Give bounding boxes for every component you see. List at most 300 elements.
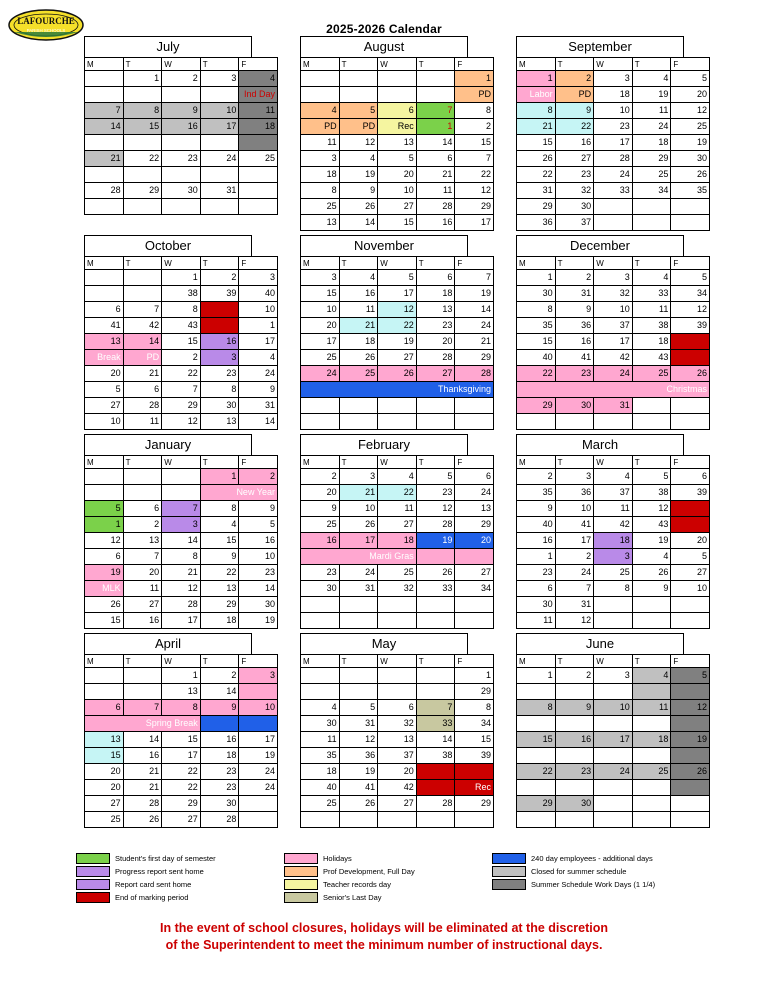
day-cell: [200, 167, 239, 183]
day-cell: [378, 668, 417, 684]
week-row: [517, 151, 710, 167]
day-cell: 39: [455, 748, 494, 764]
dow-cell: F: [455, 456, 494, 469]
event-label-cell: PD: [455, 87, 494, 103]
week-row: [517, 398, 710, 414]
day-cell: 44: [671, 350, 710, 366]
week-row: [85, 398, 278, 414]
day-cell: 31: [239, 398, 278, 414]
day-cell: [162, 485, 201, 501]
week-row: [85, 517, 278, 533]
day-cell: 23: [517, 565, 556, 581]
month-name: August: [300, 36, 468, 57]
day-cell: 12: [671, 103, 710, 119]
legend-swatch: [284, 853, 318, 864]
day-cell: [339, 684, 378, 700]
week-row: [301, 183, 494, 199]
day-cell: 10: [594, 302, 633, 318]
week-row: [85, 812, 278, 828]
day-cell: [162, 135, 201, 151]
month-table: [516, 455, 710, 629]
week-row: [85, 716, 278, 732]
week-row: [301, 199, 494, 215]
day-cell: 29: [455, 350, 494, 366]
day-cell: 2: [200, 668, 239, 684]
day-cell: 36: [555, 485, 594, 501]
day-cell: 25: [339, 366, 378, 382]
day-cell: 22: [555, 119, 594, 135]
day-cell: 32: [378, 716, 417, 732]
week-row: [301, 215, 494, 231]
day-cell: 10: [555, 501, 594, 517]
day-cell: 3: [200, 350, 239, 366]
day-cell: 24: [239, 764, 278, 780]
day-cell: 16: [301, 533, 340, 549]
day-cell: [671, 812, 710, 828]
day-cell: 14: [416, 732, 455, 748]
legend-item: [492, 865, 692, 878]
day-cell: [123, 199, 162, 215]
day-cell: 24: [594, 167, 633, 183]
day-cell: 9: [200, 700, 239, 716]
day-cell: 25: [301, 350, 340, 366]
day-cell: [123, 270, 162, 286]
day-cell: 28: [123, 796, 162, 812]
day-cell: [123, 485, 162, 501]
day-cell: 25: [632, 764, 671, 780]
day-cell: 3: [200, 71, 239, 87]
legend-label: Summer Schedule Work Days (1 1/4): [531, 880, 656, 889]
week-row: [301, 716, 494, 732]
day-cell: 8: [162, 700, 201, 716]
day-cell: 33: [416, 716, 455, 732]
day-cell: 16: [200, 732, 239, 748]
day-cell: [671, 398, 710, 414]
day-cell: 19: [671, 334, 710, 350]
day-cell: 4: [339, 151, 378, 167]
week-row: [85, 764, 278, 780]
day-cell: [162, 199, 201, 215]
day-cell: 22: [200, 565, 239, 581]
day-cell: [162, 469, 201, 485]
day-cell: 29: [200, 597, 239, 613]
dow-cell: M: [85, 456, 124, 469]
day-cell: 39: [671, 318, 710, 334]
legend-label: Report card sent home: [115, 880, 192, 889]
day-cell: 26: [123, 812, 162, 828]
day-cell: 23: [594, 119, 633, 135]
week-row: [517, 270, 710, 286]
day-cell: 26: [671, 366, 710, 382]
week-row: [301, 398, 494, 414]
day-cell: 11: [416, 183, 455, 199]
day-cell: 31: [555, 286, 594, 302]
week-row: [301, 350, 494, 366]
day-cell: 36: [555, 318, 594, 334]
event-label-cell: Rec: [455, 780, 494, 796]
day-cell: 18: [378, 533, 417, 549]
day-cell: 4: [632, 549, 671, 565]
day-cell: 26: [671, 167, 710, 183]
day-cell: 38: [162, 286, 201, 302]
month-name: March: [516, 434, 684, 455]
dow-cell: W: [594, 257, 633, 270]
week-row: [517, 732, 710, 748]
day-cell: 16: [123, 613, 162, 629]
dow-cell: W: [378, 456, 417, 469]
week-row: [85, 796, 278, 812]
dow-cell: T: [632, 456, 671, 469]
dow-cell: W: [378, 257, 417, 270]
day-cell: 6: [85, 549, 124, 565]
day-cell: 40: [517, 517, 556, 533]
dow-cell: W: [594, 456, 633, 469]
day-cell: [455, 398, 494, 414]
dow-cell: F: [239, 58, 278, 71]
day-cell: 5: [671, 71, 710, 87]
day-cell: 16: [517, 533, 556, 549]
day-cell: 24: [200, 151, 239, 167]
day-cell: 19: [378, 334, 417, 350]
day-cell: 11: [123, 414, 162, 430]
day-cell: 39: [200, 286, 239, 302]
day-cell: 16: [555, 135, 594, 151]
day-cell: [239, 796, 278, 812]
day-cell: 22: [517, 366, 556, 382]
dow-cell: M: [517, 655, 556, 668]
day-cell: 5: [85, 501, 124, 517]
day-cell: 20: [123, 565, 162, 581]
day-cell: 27: [416, 366, 455, 382]
day-cell: 35: [517, 318, 556, 334]
day-cell: [378, 398, 417, 414]
day-cell: 23: [416, 485, 455, 501]
week-row: [85, 151, 278, 167]
day-cell: [239, 167, 278, 183]
day-cell: 13: [378, 732, 417, 748]
dow-cell: T: [416, 257, 455, 270]
week-row: [85, 597, 278, 613]
day-cell: 1: [517, 668, 556, 684]
day-cell: 9: [200, 549, 239, 565]
day-cell: 1: [517, 270, 556, 286]
day-cell: [671, 796, 710, 812]
day-cell: 29: [517, 199, 556, 215]
day-cell: [517, 812, 556, 828]
dow-cell: T: [555, 456, 594, 469]
day-cell: 17: [162, 748, 201, 764]
legend-swatch: [492, 866, 526, 877]
day-cell: [239, 716, 278, 732]
day-cell: 5: [378, 151, 417, 167]
day-cell: 8: [200, 382, 239, 398]
day-cell: 28: [416, 517, 455, 533]
day-cell: 3: [239, 270, 278, 286]
day-cell: 10: [671, 581, 710, 597]
day-cell: 27: [378, 350, 417, 366]
day-cell: 22: [162, 366, 201, 382]
day-cell: [301, 597, 340, 613]
day-cell: 10: [594, 700, 633, 716]
week-row: [85, 334, 278, 350]
day-cell: 11: [594, 501, 633, 517]
dow-cell: F: [455, 58, 494, 71]
day-cell: 8: [123, 103, 162, 119]
day-cell: 24: [555, 565, 594, 581]
day-cell: 13: [200, 581, 239, 597]
day-cell: 6: [455, 469, 494, 485]
day-cell: 19: [339, 167, 378, 183]
day-cell: 22: [123, 151, 162, 167]
day-cell: 24: [455, 318, 494, 334]
day-cell: [416, 613, 455, 629]
legend-label: 240 day employees - additional days: [531, 854, 653, 863]
day-cell: 12: [162, 581, 201, 597]
day-cell: 19: [339, 764, 378, 780]
dow-cell: F: [671, 257, 710, 270]
day-cell: [85, 71, 124, 87]
day-cell: 14: [200, 684, 239, 700]
day-cell: [378, 684, 417, 700]
day-cell: 28: [455, 366, 494, 382]
day-cell: 7: [123, 549, 162, 565]
event-label-cell: Rec: [378, 119, 417, 135]
week-row: [85, 199, 278, 215]
day-cell: 4: [239, 350, 278, 366]
day-cell: 10: [378, 183, 417, 199]
week-row: [517, 135, 710, 151]
week-row: [517, 382, 710, 398]
week-row: [301, 167, 494, 183]
legend-swatch: [76, 853, 110, 864]
day-cell: [671, 414, 710, 430]
day-cell: 34: [455, 716, 494, 732]
day-cell: 24: [594, 366, 633, 382]
week-row: [301, 270, 494, 286]
day-cell: 16: [555, 334, 594, 350]
day-cell: 1: [162, 270, 201, 286]
day-cell: 9: [239, 501, 278, 517]
week-row: [517, 597, 710, 613]
day-cell: 7: [555, 581, 594, 597]
month-name: September: [516, 36, 684, 57]
day-cell: 6: [671, 469, 710, 485]
day-cell: 24: [632, 119, 671, 135]
day-cell: 20: [671, 87, 710, 103]
day-cell: 19: [239, 613, 278, 629]
dow-cell: T: [123, 456, 162, 469]
day-cell: 26: [339, 350, 378, 366]
day-cell: [632, 812, 671, 828]
dow-cell: F: [239, 655, 278, 668]
calendar-grid: [0, 36, 768, 828]
week-row: [517, 71, 710, 87]
day-cell: 25: [301, 517, 340, 533]
dow-row: [301, 456, 494, 469]
event-label-cell: New Year: [200, 485, 277, 501]
day-cell: 12: [339, 135, 378, 151]
day-cell: 7: [455, 151, 494, 167]
day-cell: [301, 87, 340, 103]
month-name: February: [300, 434, 468, 455]
day-cell: 20: [378, 764, 417, 780]
week-row: [85, 87, 278, 103]
dow-cell: W: [378, 655, 417, 668]
day-cell: 4: [301, 103, 340, 119]
day-cell: [517, 716, 556, 732]
day-cell: 14: [455, 302, 494, 318]
day-cell: 15: [85, 613, 124, 629]
day-cell: [85, 135, 124, 151]
day-cell: [416, 414, 455, 430]
day-cell: 30: [671, 151, 710, 167]
day-cell: 37: [594, 318, 633, 334]
day-cell: 15: [378, 215, 417, 231]
day-cell: 32: [594, 286, 633, 302]
event-label-cell: Spring Break: [85, 716, 201, 732]
day-cell: 22: [455, 167, 494, 183]
day-cell: 30: [555, 199, 594, 215]
event-label-cell: PD: [123, 350, 162, 366]
day-cell: [555, 716, 594, 732]
day-cell: [339, 414, 378, 430]
day-cell: 2: [455, 119, 494, 135]
dow-cell: W: [162, 257, 201, 270]
week-row: [85, 533, 278, 549]
day-cell: 42: [123, 318, 162, 334]
week-row: [517, 183, 710, 199]
day-cell: 28: [85, 183, 124, 199]
day-cell: 18: [339, 334, 378, 350]
legend-swatch: [76, 866, 110, 877]
week-row: [301, 501, 494, 517]
dow-cell: T: [555, 58, 594, 71]
week-row: [85, 549, 278, 565]
day-cell: 3: [594, 668, 633, 684]
day-cell: 17: [301, 334, 340, 350]
dow-cell: T: [339, 655, 378, 668]
day-cell: [339, 87, 378, 103]
legend-swatch: [284, 866, 318, 877]
dow-cell: M: [517, 257, 556, 270]
week-row: [517, 334, 710, 350]
dow-cell: F: [671, 655, 710, 668]
dow-cell: T: [123, 58, 162, 71]
day-cell: [671, 780, 710, 796]
day-cell: 17: [239, 334, 278, 350]
day-cell: 35: [301, 748, 340, 764]
day-cell: [594, 199, 633, 215]
day-cell: 13: [85, 334, 124, 350]
day-cell: 34: [632, 183, 671, 199]
day-cell: 21: [123, 366, 162, 382]
footer-line-2: of the Superintendent to meet the minimum number of instructional days.: [165, 938, 603, 952]
day-cell: 15: [200, 533, 239, 549]
day-cell: 34: [455, 581, 494, 597]
day-cell: [85, 199, 124, 215]
month-table: [516, 57, 710, 231]
day-cell: [555, 812, 594, 828]
day-cell: [378, 613, 417, 629]
day-cell: 5: [239, 517, 278, 533]
day-cell: 21: [85, 151, 124, 167]
dow-row: [85, 58, 278, 71]
day-cell: 21: [455, 334, 494, 350]
day-cell: 3: [594, 270, 633, 286]
day-cell: 6: [378, 103, 417, 119]
day-cell: 8: [594, 581, 633, 597]
legend-item: [76, 878, 276, 891]
dow-row: [517, 456, 710, 469]
day-cell: 20: [85, 366, 124, 382]
month-name: January: [84, 434, 252, 455]
day-cell: 13: [301, 215, 340, 231]
event-label-cell: PD: [555, 87, 594, 103]
day-cell: 13: [162, 684, 201, 700]
legend-swatch: [284, 892, 318, 903]
day-cell: 26: [671, 764, 710, 780]
day-cell: 10: [594, 103, 633, 119]
day-cell: 25: [301, 199, 340, 215]
day-cell: [594, 684, 633, 700]
month-block: [84, 36, 275, 231]
day-cell: 15: [455, 135, 494, 151]
day-cell: [517, 414, 556, 430]
dow-row: [517, 58, 710, 71]
month-name: June: [516, 633, 684, 654]
dow-cell: T: [339, 456, 378, 469]
day-cell: 5: [671, 549, 710, 565]
day-cell: 41: [555, 517, 594, 533]
dow-cell: M: [85, 257, 124, 270]
week-row: [301, 732, 494, 748]
day-cell: 37: [594, 485, 633, 501]
dow-cell: T: [200, 456, 239, 469]
day-cell: [416, 71, 455, 87]
day-cell: 5: [632, 469, 671, 485]
day-cell: 5: [378, 270, 417, 286]
day-cell: 1: [517, 71, 556, 87]
day-cell: 2: [555, 668, 594, 684]
week-row: [301, 302, 494, 318]
day-cell: 14: [239, 414, 278, 430]
day-cell: 26: [416, 565, 455, 581]
day-cell: [555, 780, 594, 796]
day-cell: [85, 485, 124, 501]
day-cell: 41: [339, 780, 378, 796]
dow-cell: T: [123, 257, 162, 270]
day-cell: [416, 87, 455, 103]
dow-cell: W: [594, 58, 633, 71]
dow-cell: M: [301, 58, 340, 71]
week-row: [301, 135, 494, 151]
day-cell: 1: [455, 71, 494, 87]
day-cell: 43: [162, 318, 201, 334]
month-block: [300, 36, 491, 231]
day-cell: 33: [594, 183, 633, 199]
day-cell: 26: [339, 199, 378, 215]
day-cell: 10: [239, 549, 278, 565]
day-cell: 24: [301, 366, 340, 382]
day-cell: 28: [416, 796, 455, 812]
day-cell: 16: [200, 334, 239, 350]
day-cell: 24: [339, 565, 378, 581]
dow-cell: M: [85, 655, 124, 668]
day-cell: 16: [416, 215, 455, 231]
day-cell: [632, 748, 671, 764]
day-cell: 13: [455, 501, 494, 517]
legend-label: Senior's Last Day: [323, 893, 382, 902]
